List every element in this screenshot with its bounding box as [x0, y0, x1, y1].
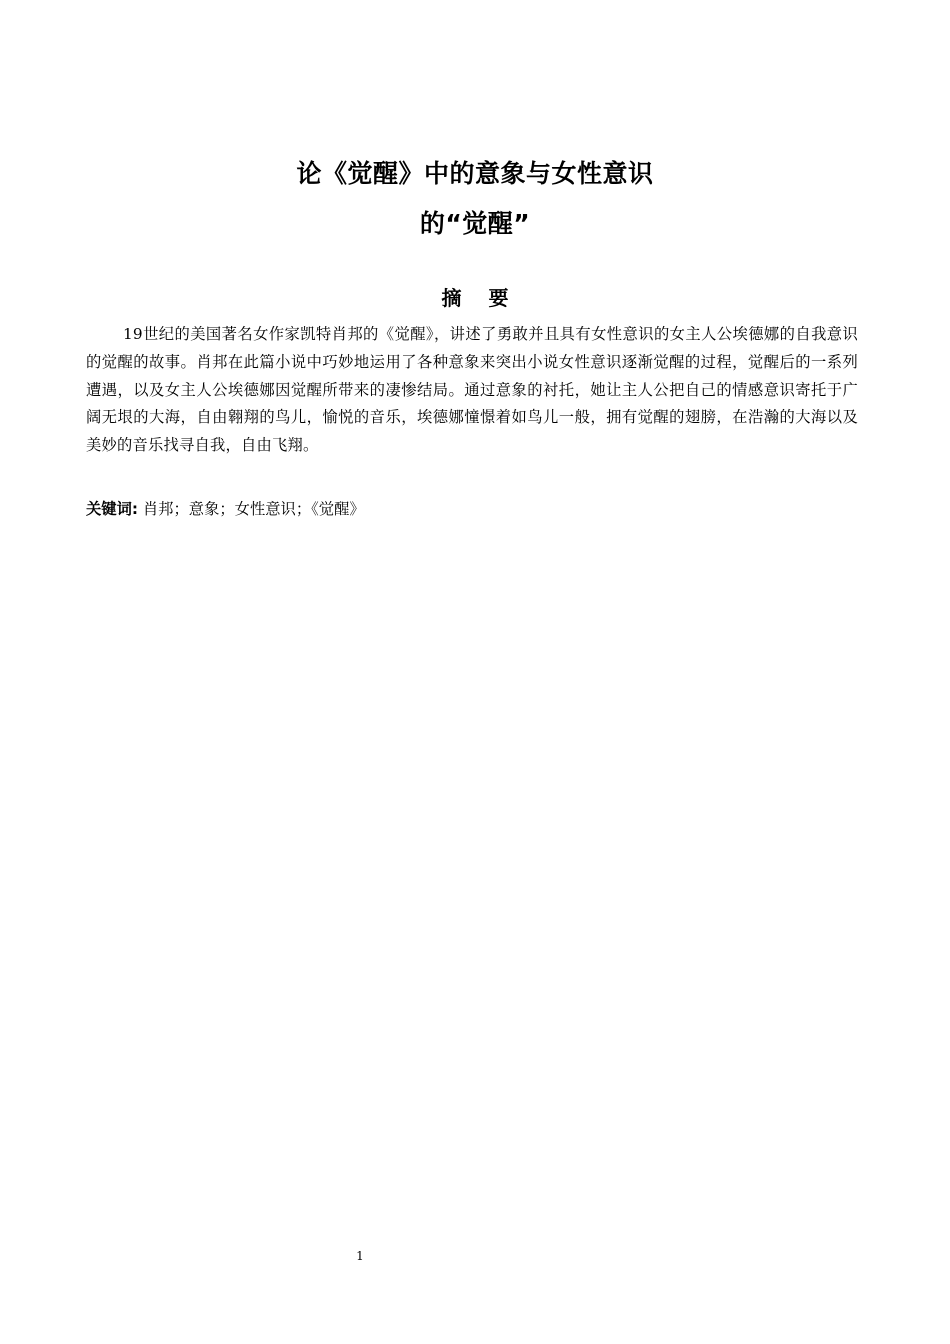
keywords-label: 关键词: — [86, 500, 139, 518]
document-title-line-1: 论《觉醒》中的意象与女性意识 — [296, 159, 654, 188]
page-number: 1 — [356, 1249, 364, 1263]
keywords-line — [86, 497, 858, 521]
document-title-line-2: 的“觉醒” — [419, 209, 531, 238]
keywords-value: 肖邦；意象；女性意识；《觉醒》 — [138, 500, 365, 518]
abstract-body: 19世纪的美国著名女作家凯特肖邦的《觉醒》，讲述了勇敢并且具有女性意识的女主人公埃德娜的自我意识的觉醒的故事。肖邦在此篇小说中巧妙地运用了各种意象来突出小说女性意识逐渐觉醒的过程，觉醒后的一系列遭遇，以及女主人公埃德娜因觉醒所带来的凄惨结局。通过意象的衬托，她让主人公把自己的情感意识寄托于广阔无垠的大海，自由翱翔的鸟儿，愉悦的音乐，埃德娜憧憬着如鸟儿一般，拥有觉醒的翅膀，在浩瀚的大海以及美妙的音乐找寻自我，自由飞翔。 — [86, 325, 858, 455]
abstract-heading: 摘 要 — [441, 286, 519, 310]
